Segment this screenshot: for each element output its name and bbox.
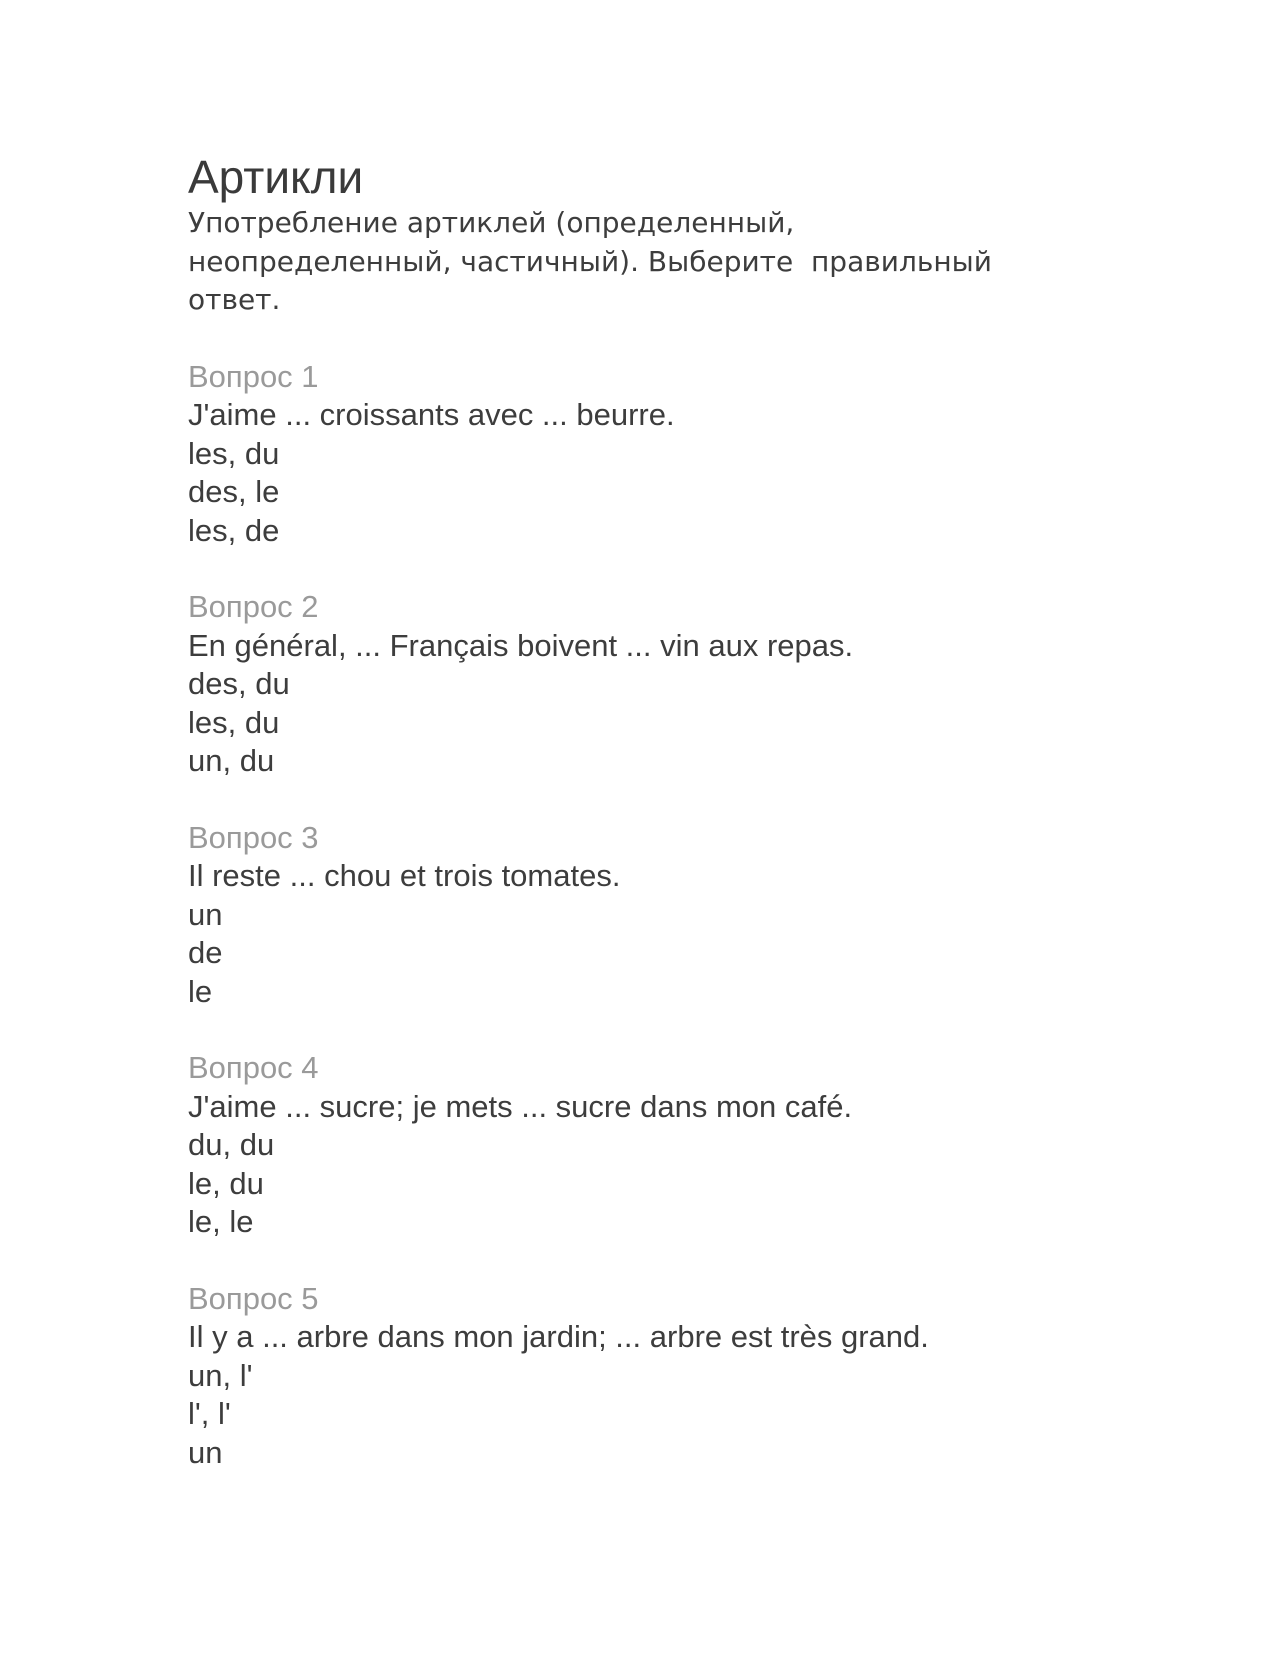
answer-option[interactable]: de	[188, 935, 223, 970]
question-1	[188, 358, 1088, 551]
question-text: Il y a ... arbre dans mon jardin; ... arbre est très grand.	[188, 1319, 929, 1354]
answer-option[interactable]: des, du	[188, 666, 290, 701]
question-text: J'aime ... sucre; je mets ... sucre dans mon café.	[188, 1088, 853, 1124]
answer-option[interactable]: le, du	[188, 1165, 264, 1201]
question-3	[188, 819, 1088, 1012]
question-text: En général, ... Français boivent ... vin aux repas.	[188, 627, 854, 663]
answer-option[interactable]: du, du	[188, 1127, 275, 1162]
question-label: Вопрос 4	[188, 1050, 319, 1085]
answer-option[interactable]: un	[188, 896, 223, 932]
answer-option[interactable]: les, de	[188, 512, 280, 548]
question-text: J'aime ... croissants avec ... beurre.	[188, 397, 675, 432]
answer-option[interactable]: un	[188, 1434, 223, 1470]
question-label: Вопрос 1	[188, 358, 319, 394]
answer-option[interactable]: l', l'	[188, 1396, 231, 1431]
question-4	[188, 1049, 1088, 1242]
document-page	[188, 150, 1088, 1472]
answer-option[interactable]: le	[188, 973, 213, 1009]
question-label: Вопрос 3	[188, 819, 319, 855]
answer-option[interactable]: des, le	[188, 474, 280, 509]
question-label: Вопрос 5	[188, 1280, 319, 1316]
answer-option[interactable]: les, du	[188, 704, 280, 740]
answer-option[interactable]: un, l'	[188, 1357, 253, 1393]
answer-option[interactable]: le, le	[188, 1204, 254, 1239]
question-2	[188, 588, 1088, 781]
answer-option[interactable]: un, du	[188, 743, 275, 778]
question-5	[188, 1280, 1088, 1473]
question-text: Il reste ... chou et trois tomates.	[188, 858, 621, 893]
page-instructions: Употребление артиклей (определенный, неопределенный, частичный). Выберите правильный ответ.	[188, 206, 1001, 316]
question-label: Вопрос 2	[188, 589, 319, 624]
answer-option[interactable]: les, du	[188, 435, 280, 471]
page-title: Артикли	[188, 151, 364, 203]
